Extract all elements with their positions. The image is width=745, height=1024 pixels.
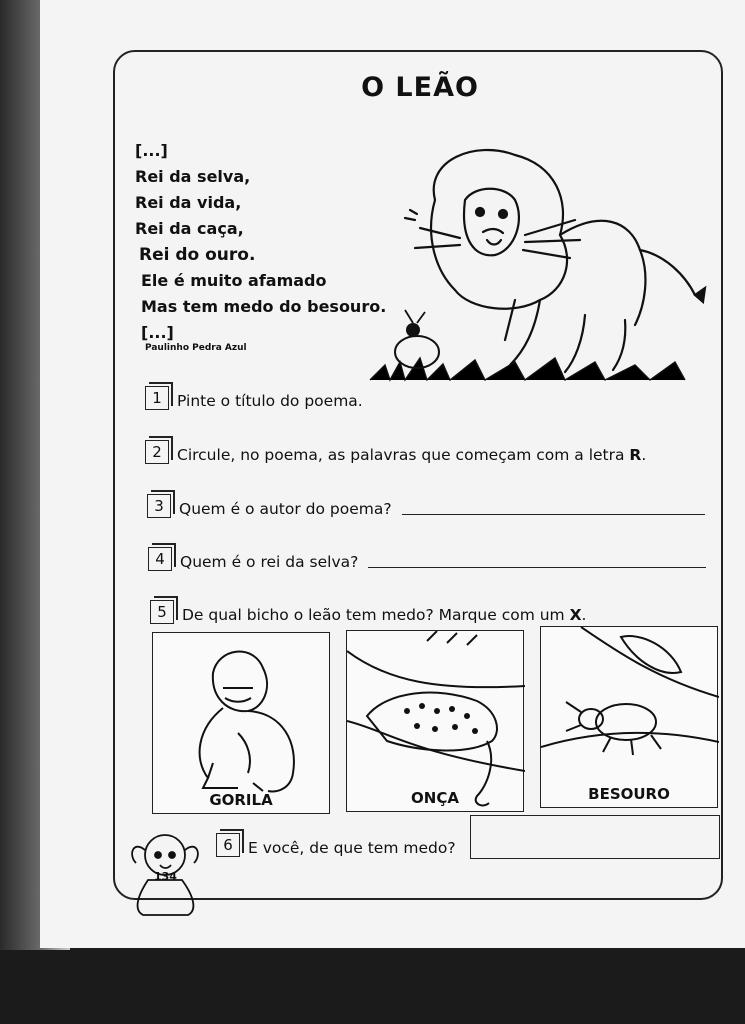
poem-line: [...] <box>135 141 168 160</box>
question-text: E você, de que tem medo? <box>248 839 456 857</box>
option-label: BESOURO <box>588 785 670 803</box>
page-number: 134 <box>154 870 177 883</box>
option-label: ONÇA <box>411 789 459 807</box>
answer-line-king[interactable] <box>368 567 706 568</box>
question-number: 3 <box>147 494 171 518</box>
question-number: 2 <box>145 440 169 464</box>
option-besouro-card[interactable] <box>540 626 718 808</box>
poem-line: [...] <box>141 323 174 342</box>
poem-line: Rei da caça, <box>135 219 244 238</box>
question-number: 1 <box>145 386 169 410</box>
answer-box-fear[interactable] <box>470 815 720 859</box>
question-text-end: . <box>641 446 647 464</box>
option-label: GORILA <box>209 791 273 809</box>
question-text: Circule, no poema, as palavras que começam com a letra <box>177 446 630 464</box>
poem-text <box>135 138 386 346</box>
question-6 <box>216 833 456 857</box>
poem-line: Rei da vida, <box>135 193 242 212</box>
poem-line: Mas tem medo do besouro. <box>141 297 387 316</box>
question-2 <box>145 440 646 464</box>
poem-author: Paulinho Pedra Azul <box>145 343 247 353</box>
question-1 <box>145 386 363 410</box>
poem-line: Rei da selva, <box>135 167 251 186</box>
question-text-end: . <box>581 606 587 624</box>
gorilla-illustration <box>153 633 331 815</box>
question-text: Pinte o título do poema. <box>177 392 363 410</box>
question-bold-letter: R <box>629 446 642 464</box>
jaguar-illustration <box>347 631 525 813</box>
answer-line-author[interactable] <box>402 514 705 515</box>
option-gorila-card[interactable] <box>152 632 330 814</box>
question-3 <box>147 494 705 518</box>
option-onca-card[interactable] <box>346 630 524 812</box>
question-text: De qual bicho o leão tem medo? Marque com um <box>182 606 570 624</box>
question-bold-letter: X <box>569 606 582 624</box>
beetle-illustration <box>541 627 719 809</box>
question-5 <box>150 600 586 624</box>
poem-line: Ele é muito afamado <box>141 271 327 290</box>
question-number: 6 <box>216 833 240 857</box>
question-number: 5 <box>150 600 174 624</box>
lion-illustration <box>365 140 710 390</box>
question-4 <box>148 547 706 571</box>
poem-line: Rei do ouro. <box>139 245 256 265</box>
poem-title: O LEÃO <box>361 72 479 103</box>
question-text: Quem é o autor do poema? <box>179 500 392 518</box>
question-text: Quem é o rei da selva? <box>180 553 359 571</box>
question-number: 4 <box>148 547 172 571</box>
